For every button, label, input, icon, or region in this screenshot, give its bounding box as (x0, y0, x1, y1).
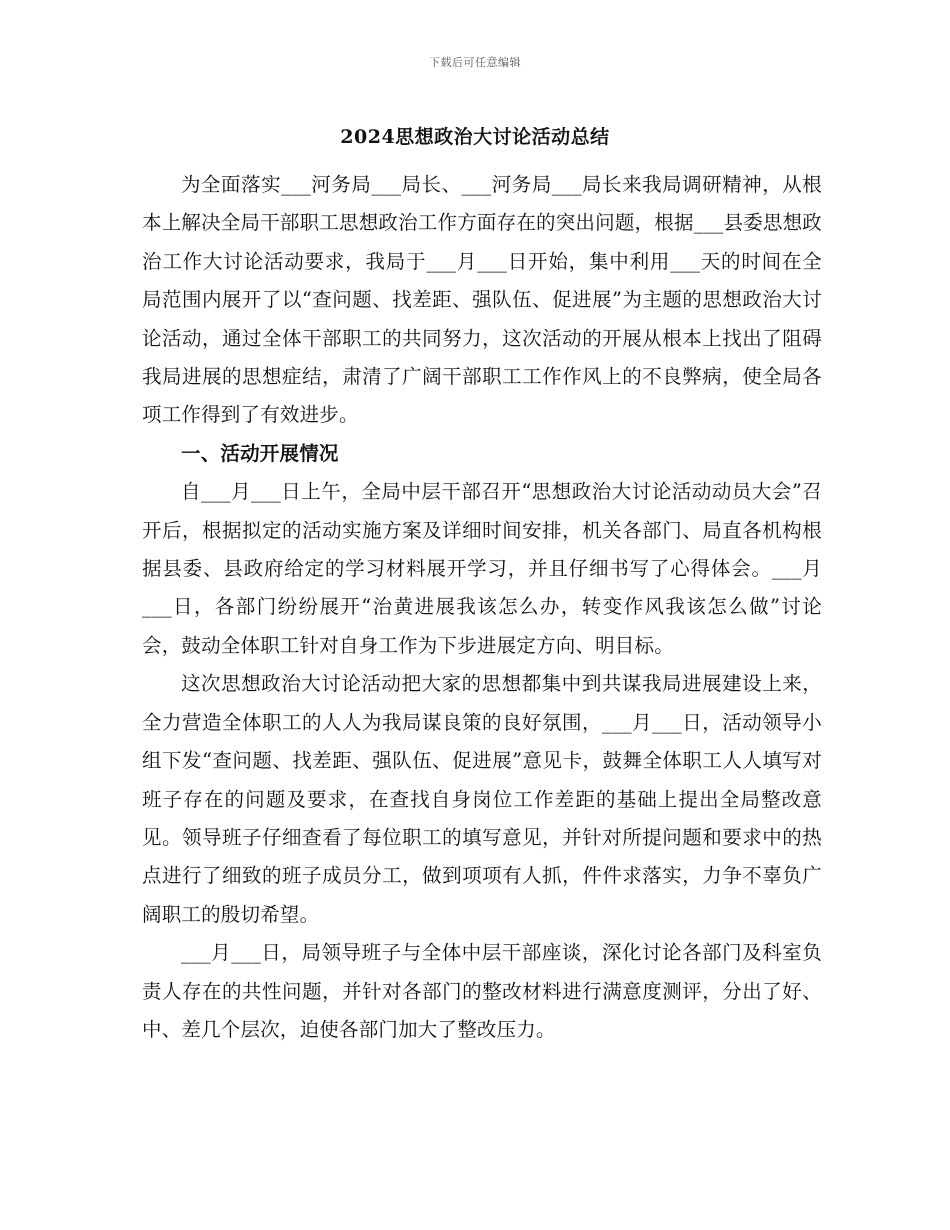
section-heading-1: 一、活动开展情况 (181, 441, 339, 465)
document-title: 2024思想政治大讨论活动总结 (340, 126, 610, 148)
intro-paragraph: 为全面落实___河务局___局长、___河务局___局长来我局调研精神，从根本上解决全局干部职工思想政治工作方面存在的突出问题，根据___县委思想政治工作大讨论活动要求，我局于___月___日开始，集中利用___天的时间在全局范围内展开了以“查问题、找差距、强队伍、促进展”为主题的思想政治大讨论活动，通过全体干部职工的共同努力，这次活动的开展从根本上找出了阻碍我局进展的思想症结，肃清了广阔干部职工工作作风上的不良弊病，使全局各项工作得到了有效进步。 (142, 173, 822, 427)
section1-paragraph-1: 自___月___日上午，全局中层干部召开“思想政治大讨论活动动员大会”召开后，根据拟定的活动实施方案及详细时间安排，机关各部门、局直各机构根据县委、县政府给定的学习材料展开学习，并且仔细书写了心得体会。___月___日，各部门纷纷展开“治黄进展我该怎么办，转变作风我该怎么做”讨论会，鼓动全体职工针对自身工作为下步进展定方向、明目标。 (142, 480, 822, 657)
document-body (142, 166, 822, 1049)
section1-paragraph-2: 这次思想政治大讨论活动把大家的思想都集中到共谋我局进展建设上来，全力营造全体职工的人人为我局谋良策的良好氛围，___月___日，活动领导小组下发“查问题、找差距、强队伍、促进展”意见卡，鼓舞全体职工人人填写对班子存在的问题及要求，在查找自身岗位工作差距的基础上提出全局整改意见。领导班子仔细查看了每位职工的填写意见，并针对所提问题和要求中的热点进行了细致的班子成员分工，做到项项有人抓，件件求落实，力争不辜负广阔职工的殷切希望。 (142, 672, 822, 926)
section1-paragraph-3: ___月___日，局领导班子与全体中层干部座谈，深化讨论各部门及科室负责人存在的共性问题，并针对各部门的整改材料进行满意度测评，分出了好、中、差几个层次，迫使各部门加大了整改压力。 (142, 941, 822, 1041)
header-note: 下载后可任意编辑 (429, 56, 521, 69)
